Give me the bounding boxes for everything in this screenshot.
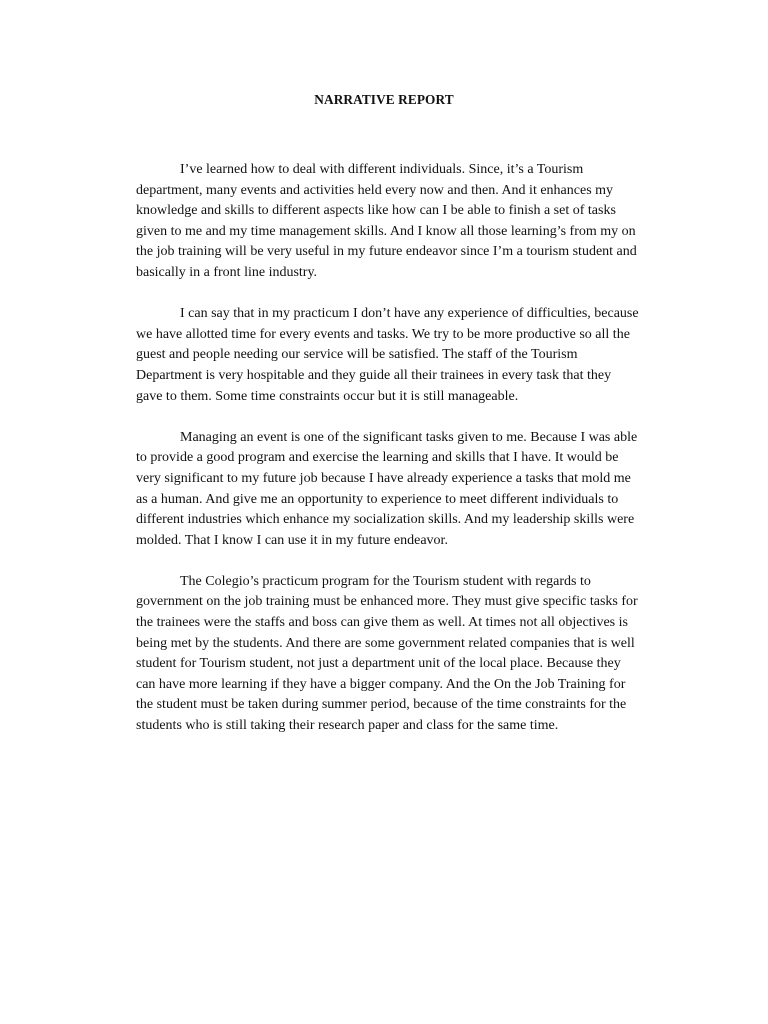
text-line: the student must be taken during summer period, because of the time constraints for the — [136, 697, 627, 713]
text-line: being met by the students. And there are some government related companies that is well — [136, 635, 635, 651]
text-line: the trainees were the staffs and boss can give them as well. At times not all objectives is — [136, 615, 628, 631]
text-line: gave to them. Some time constraints occur but it is still manageable. — [136, 388, 519, 404]
text-line: can have more learning if they have a bigger company. And the On the Job Training for — [136, 676, 626, 692]
text-line: student for Tourism student, not just a department unit of the local place. Because they — [136, 656, 621, 672]
text-line: government on the job training must be enhanced more. They must give specific tasks for — [136, 594, 638, 610]
text-line: knowledge and skills to different aspects like how can I be able to finish a set of tasks — [136, 203, 616, 219]
paragraph-2 — [136, 304, 640, 407]
document-body — [136, 160, 640, 757]
text-line: department, many events and activities held every now and then. And it enhances my — [136, 182, 614, 198]
text-line: molded. That I know I can use it in my future endeavor. — [136, 532, 448, 548]
document-title: NARRATIVE REPORT — [314, 92, 454, 107]
paragraph-3 — [136, 428, 640, 552]
paragraph-1 — [136, 160, 640, 284]
text-line: Managing an event is one of the significant tasks given to me. Because I was able — [180, 429, 638, 445]
text-line: the job training will be very useful in my future endeavor since I’m a tourism student and — [136, 244, 637, 260]
text-line: basically in a front line industry. — [136, 264, 318, 280]
text-line: The Colegio’s practicum program for the Tourism student with regards to — [180, 573, 591, 589]
text-line: to provide a good program and exercise the learning and skills that I have. It would be — [136, 450, 619, 466]
text-line: I can say that in my practicum I don’t have any experience of difficulties, because — [180, 306, 639, 322]
text-line: students who is still taking their research paper and class for the same time. — [136, 718, 559, 734]
text-line: different industries which enhance my socialization skills. And my leadership skills were — [136, 512, 635, 528]
text-line: very significant to my future job because I have already experience a tasks that mold me — [136, 470, 631, 486]
text-line: guest and people needing our service will be satisfied. The staff of the Tourism — [136, 347, 578, 363]
text-line: we have allotted time for every events and tasks. We try to be more productive so all the — [136, 326, 630, 342]
text-line: Department is very hospitable and they guide all their trainees in every task that they — [136, 367, 612, 383]
text-line: as a human. And give me an opportunity to experience to meet different individuals to — [136, 491, 619, 507]
paragraph-4 — [136, 572, 640, 737]
text-line: given to me and my time management skills. And I know all those learning’s from my on — [136, 223, 636, 239]
text-line: I’ve learned how to deal with different individuals. Since, it’s a Tourism — [180, 162, 584, 177]
